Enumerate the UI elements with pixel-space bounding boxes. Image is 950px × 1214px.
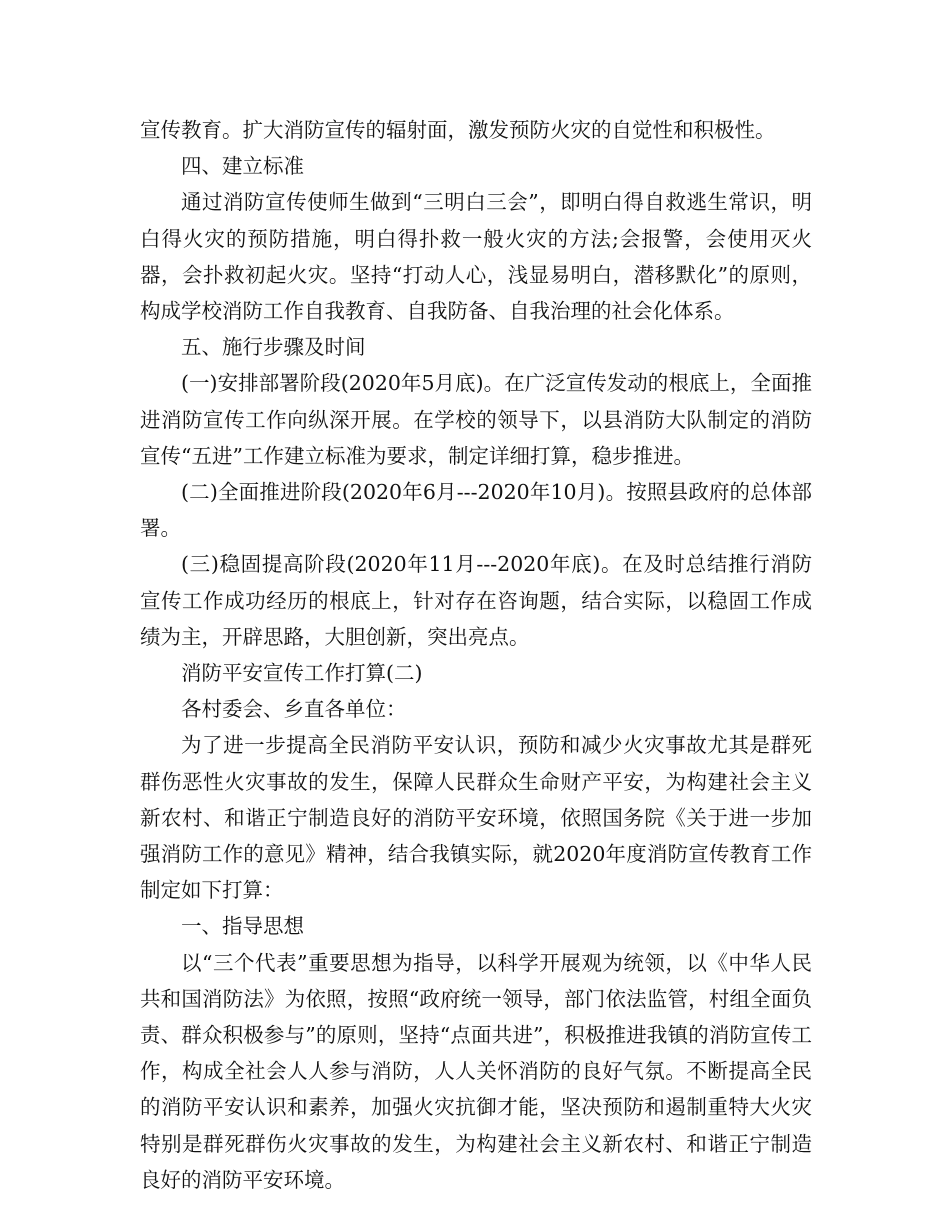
paragraph: 宣传教育。扩大消防宣传的辐射面，激发预防火灾的自觉性和积极性。	[140, 118, 776, 142]
document-body	[140, 112, 812, 1198]
paragraph: (二)全面推进阶段(2020年6月---2020年10月)。按照县政府的总体部署。	[140, 480, 812, 541]
document-subtitle: 消防平安宣传工作打算(二)	[181, 661, 423, 686]
section-heading: 四、建立标准	[181, 154, 304, 179]
paragraph: (一)安排部署阶段(2020年5月底)。在广泛宣传发动的根底上，全面推进消防宣传工作向纵深开展。在学校的领导下，以县消防大队制定的消防宣传“五进”工作建立标准为要求，制定详细打算，稳步推进。	[140, 371, 812, 468]
paragraph: 以“三个代表”重要思想为指导，以科学开展观为统领，以《中华人民共和国消防法》为依照，按照“政府统一领导，部门依法监管，村组全面负责、群众积极参与”的原则，坚持“点面共进”，积极推进我镇的消防宣传工作，构成全社会人人参与消防，人人关怀消防的良好气氛。不断提高全民的消防平安认识和素养，加强火灾抗御才能，坚决预防和遏制重特大火灾特别是群死群伤火灾事故的发生，为构建社会主义新农村、和谐正宁制造良好的消防平安环境。	[140, 950, 812, 1192]
paragraph: 为了进一步提高全民消防平安认识，预防和减少火灾事故尤其是群死群伤恶性火灾事故的发生，保障人民群众生命财产平安，为构建社会主义新农村、和谐正宁制造良好的消防平安环境，依照国务院《关于进一步加强消防工作的意见》精神，结合我镇实际，就2020年度消防宣传教育工作制定如下打算：	[140, 733, 812, 903]
section-heading: 五、施行步骤及时间	[181, 335, 366, 360]
salutation: 各村委会、乡直各单位：	[181, 697, 407, 722]
paragraph: 通过消防宣传使师生做到“三明白三会”，即明白得自救逃生常识，明白得火灾的预防措施，明白得扑救一般火灾的方法;会报警，会使用灭火器，会扑救初起火灾。坚持“打动人心，浅显易明白，潜移默化”的原则，构成学校消防工作自我教育、自我防备、自我治理的社会化体系。	[140, 190, 812, 324]
paragraph: (三)稳固提高阶段(2020年11月---2020年底)。在及时总结推行消防宣传工作成功经历的根底上，针对存在咨询题，结合实际，以稳固工作成绩为主，开辟思路，大胆创新，突出亮点。	[140, 552, 812, 649]
section-heading: 一、指导思想	[181, 914, 304, 939]
